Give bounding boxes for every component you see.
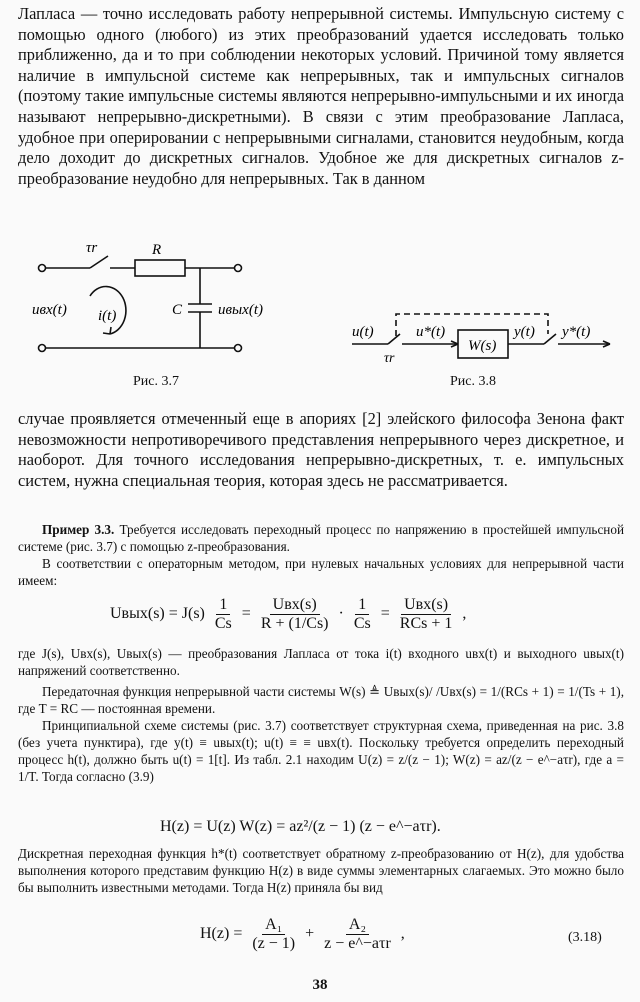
fig37-current-label: i(t) (98, 308, 117, 324)
paragraph-5: Передаточная функция непрерывной части системы W(s) ≜ Uвых(s)/ /Uвх(s) = 1/(RCs + 1) = 1/(Ts + 1), где T = RC — постоянная времени. (18, 684, 624, 716)
fig38-u-label: u(t) (352, 324, 374, 340)
fig37-input-label: uвх(t) (32, 302, 67, 318)
fig38-block-label: W(s) (468, 338, 497, 354)
f1-frac1: $\frac{1}{Cs}$ (214, 596, 232, 632)
paragraph-6: Принципиальной схеме системы (рис. 3.7) соответствует структурная схема, приведенная на рис. 3.8 (без учета пунктира), где y(t) ≡ uвых(t); u(t) ≡ ≡ uвх(t). Поскольку требуется определить переходный процесс h(t), должно быть u(t) = 1[t]. Из табл. 2.1 находим U(z) = z/(z − 1); W(z) = az/(z − e^−aτr), где a = 1/T. Тогда согласно (3.9) (18, 718, 624, 784)
figure-3-7-caption: Рис. 3.7 (133, 374, 179, 389)
fig38-ustar-label: u*(t) (416, 324, 446, 340)
figure-3-8-caption: Рис. 3.8 (450, 374, 496, 389)
example-text: Требуется исследовать переходный процесс по напряжению в простейшей импульсной системе (рис. 3.7) с помощью z-преобразования. (18, 522, 624, 554)
equation-number: (3.18) (568, 930, 602, 945)
fig37-capacitor-label: C (172, 302, 183, 318)
page-number: 38 (312, 977, 328, 993)
formula-uout: Uвых(s) = J(s) $\frac{1}{Cs}$ = $\frac{\text{Uвх(s)}}{R + (1/Cs)}$ · $\frac{1}{Cs}$ = $\frac{\text{Uвх(s)}}{\text{RCs + 1}}$ , (110, 596, 467, 632)
fig37-switch-label: τr (86, 240, 98, 256)
paragraph-3: В соответствии с операторным методом, при нулевых начальных условиях для непрерывной части имеем: (18, 556, 624, 588)
fig38-y-label: y(t) (514, 324, 535, 340)
fig37-resistor-label: R (152, 242, 162, 258)
f1-frac2: $\frac{\text{Uвх(s)}}{R + (1/Cs)}$ (260, 596, 329, 632)
paragraph-2: случае проявляется отмеченный еще в апориях [2] элейского философа Зенона факт невозможности непротиворечивого представления непрерывного через дискретное, и наоборот. Для точного исследования непрерывно-дискретных, т. е. импульсных систем, нужна специальная теория, которая здесь не рассматривается. (18, 409, 624, 490)
f1-lhs: Uвых(s) = J(s) (110, 605, 205, 623)
f1-frac4: $\frac{\text{Uвх(s)}}{\text{RCs + 1}}$ (399, 596, 453, 632)
formula-hz: H(z) = U(z) W(z) = az²/(z − 1) (z − e^−aτr). (160, 818, 441, 835)
f1-frac3: $\frac{1}{Cs}$ (353, 596, 371, 632)
paragraph-1: Лапласа — точно исследовать работу непрерывной системы. Импульсную систему с помощью одного (любого) из этих преобразований удается исследовать только приближенно, да и то при соблюдении некоторых условий. Причиной тому является наличие в импульсной системе как непрерывных, так и импульсных сигналов (поэтому такие импульсные системы являются непрерывно-импульсными и их иногда называют непрерывно-дискретными). В связи с этим преобразование Лапласа, удобное при оперировании с непрерывными сигналами, становится неудобным, когда дело доходит до дискретных сигналов. Удобное же для дискретных сигналов z-преобразование неудобно для непрерывных. Так в данном (18, 4, 624, 188)
formula-3-18: H(z) = $\frac{\text{A₁}}{(z - 1)}$ + $\frac{\text{A₂}}{\text{z − e\textasciicircum{}−aτr}}$ , (200, 916, 405, 952)
figure-3-8-block-diagram (348, 300, 618, 370)
fig38-tau-label: τr (384, 351, 395, 366)
f3-frac1: $\frac{\text{A₁}}{(z - 1)}$ (252, 916, 296, 952)
example-3-3 (18, 522, 624, 556)
fig37-output-label: uвых(t) (218, 302, 263, 318)
f3-frac2: $\frac{\text{A₂}}{\text{z − e\textasciicircum{}−aτr}}$ (324, 916, 391, 952)
example-heading: Пример 3.3. (42, 522, 115, 537)
fig38-ystar-label: y*(t) (562, 324, 591, 340)
figure-3-7-circuit (30, 240, 290, 380)
paragraph-4: где J(s), Uвх(s), Uвых(s) — преобразования Лапласа от тока i(t) входного uвх(t) и выходного uвых(t) напряжений соответственно. (18, 646, 624, 678)
paragraph-7: Дискретная переходная функция h*(t) соответствует обратному z-преобразованию от H(z), для удобства выполнения которого представим функцию H(z) в виде суммы элементарных слагаемых. Это можно было бы выполнить известными методами. Тогда H(z) приняла бы вид (18, 846, 624, 895)
